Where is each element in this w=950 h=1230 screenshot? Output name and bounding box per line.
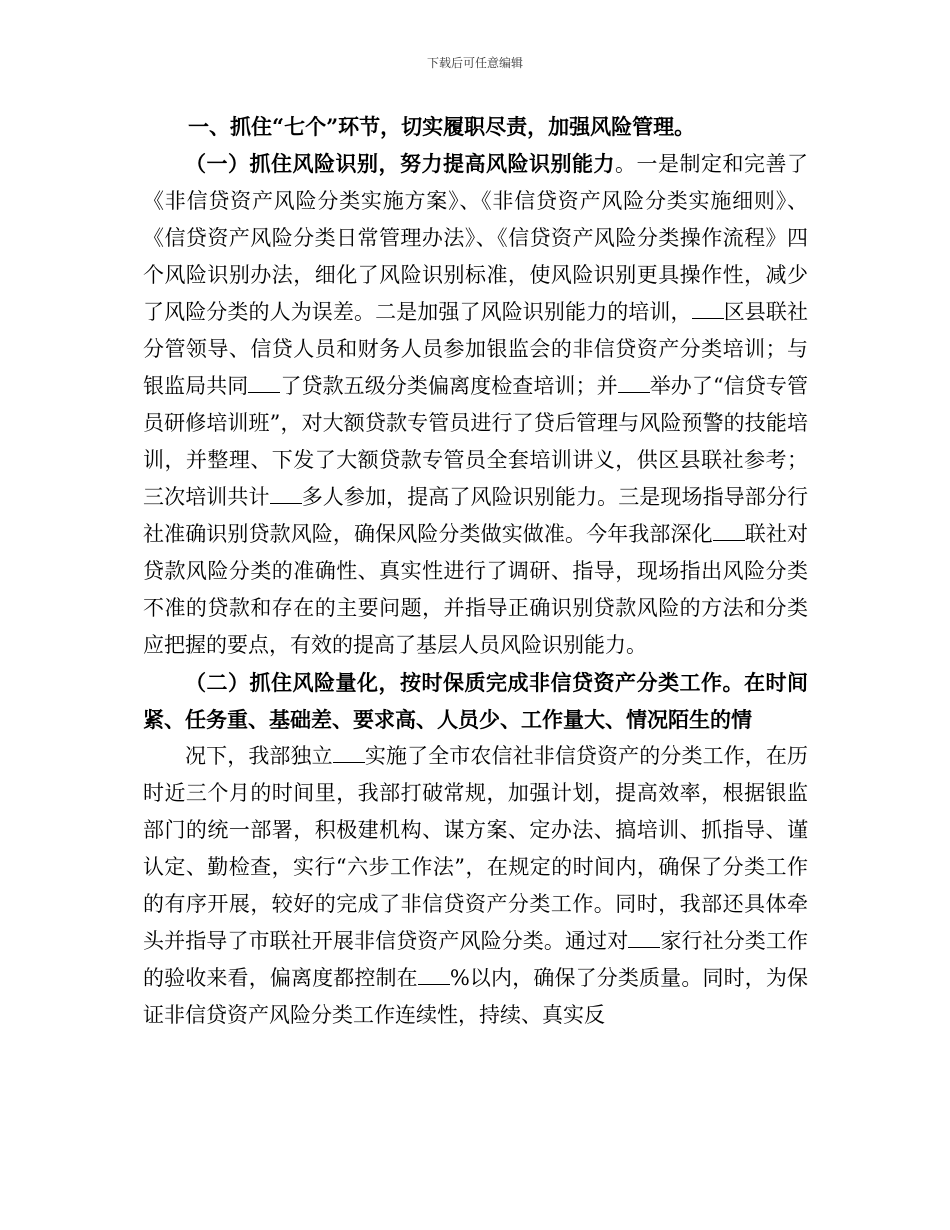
blank-line (692, 299, 724, 319)
paragraph-text: 区县联社分管领导、信贷人员和财务人员参加银监会的非信贷资产分类培训；与银监局共同 (143, 300, 809, 398)
paragraph-text: 联社对贷款风险分类的准确性、真实性进行了调研、指导，现场指出风险分类不准的贷款和存在的主要问题，并指导正确识别贷款风险的方法和分类应把握的要点，有效的提高了基层人员风险识别能力。 (143, 522, 809, 657)
paragraph-text: 多人参加，提高了风险识别能力。三是现场指导部分行社准确识别贷款风险，确保风险分类做实做准。今年我部深化 (143, 485, 809, 546)
blank-line (418, 965, 450, 985)
paragraph-risk-quantification (143, 738, 808, 1034)
blank-line (618, 373, 650, 393)
paragraph-text: 举办了“信贷专管员研修培训班”，对大额贷款专管员进行了贷后管理与风险预警的技能培训，并整理、下发了大额贷款专管员全套培训讲义，供区县联社参考；三次培训共计 (143, 374, 808, 509)
paragraph-text: 况下，我部独立 (185, 744, 333, 768)
paragraph-text: 。一是制定和完善了《非信贷资产风险分类实施方案》、《非信贷资产风险分类实施细则》、《信贷资产风险分类日常管理办法》、《信贷资产风险分类操作流程》四个风险识别办法，细化了风险识别标准，使风险识别更具操作性，减少了风险分类的人为误差。二是加强了风险识别能力的培训， (143, 152, 808, 324)
blank-line (628, 928, 660, 948)
page-header: 下载后可任意编辑 (426, 56, 523, 70)
blank-line (333, 743, 365, 763)
paragraph-text: 家行社分类工作的验收来看，偏离度都控制在 (143, 929, 809, 990)
subsection-title: （二）抓住风险量化，按时保质完成非信贷资产分类工作。在时间紧、任务重、基础差、要求高、人员少、工作量大、情况陌生的情 (143, 670, 808, 732)
paragraph-text: 了贷款五级分类偏离度检查培训；并 (280, 374, 618, 398)
blank-line (248, 373, 280, 393)
section-heading: 一、抓住“七个”环节，切实履职尽责，加强风险管理。 (188, 114, 696, 139)
blank-line (270, 484, 302, 504)
document-body (143, 108, 808, 1034)
paragraph-text: 实施了全市农信社非信贷资产的分类工作，在历时近三个月的时间里，我部打破常规，加强计划，提高效率，根据银监部门的统一部署，积极建机构、谋方案、定办法、搞培训、抓指导、谨认定、勤检查，实行“六步工作法”，在规定的时间内，确保了分类工作的有序开展，较好的完成了非信贷资产分类工作。同时，我部还具体牵头并指导了市联社开展非信贷资产风险分类。通过对 (143, 744, 808, 953)
subsection-title: （一）抓住风险识别，努力提高风险识别能力 (185, 151, 615, 176)
paragraph-risk-identification (143, 145, 808, 664)
blank-line (713, 521, 745, 541)
paragraph-text: %以内，确保了分类质量。同时，为保证非信贷资产风险分类工作连续性，持续、真实反 (143, 966, 809, 1027)
